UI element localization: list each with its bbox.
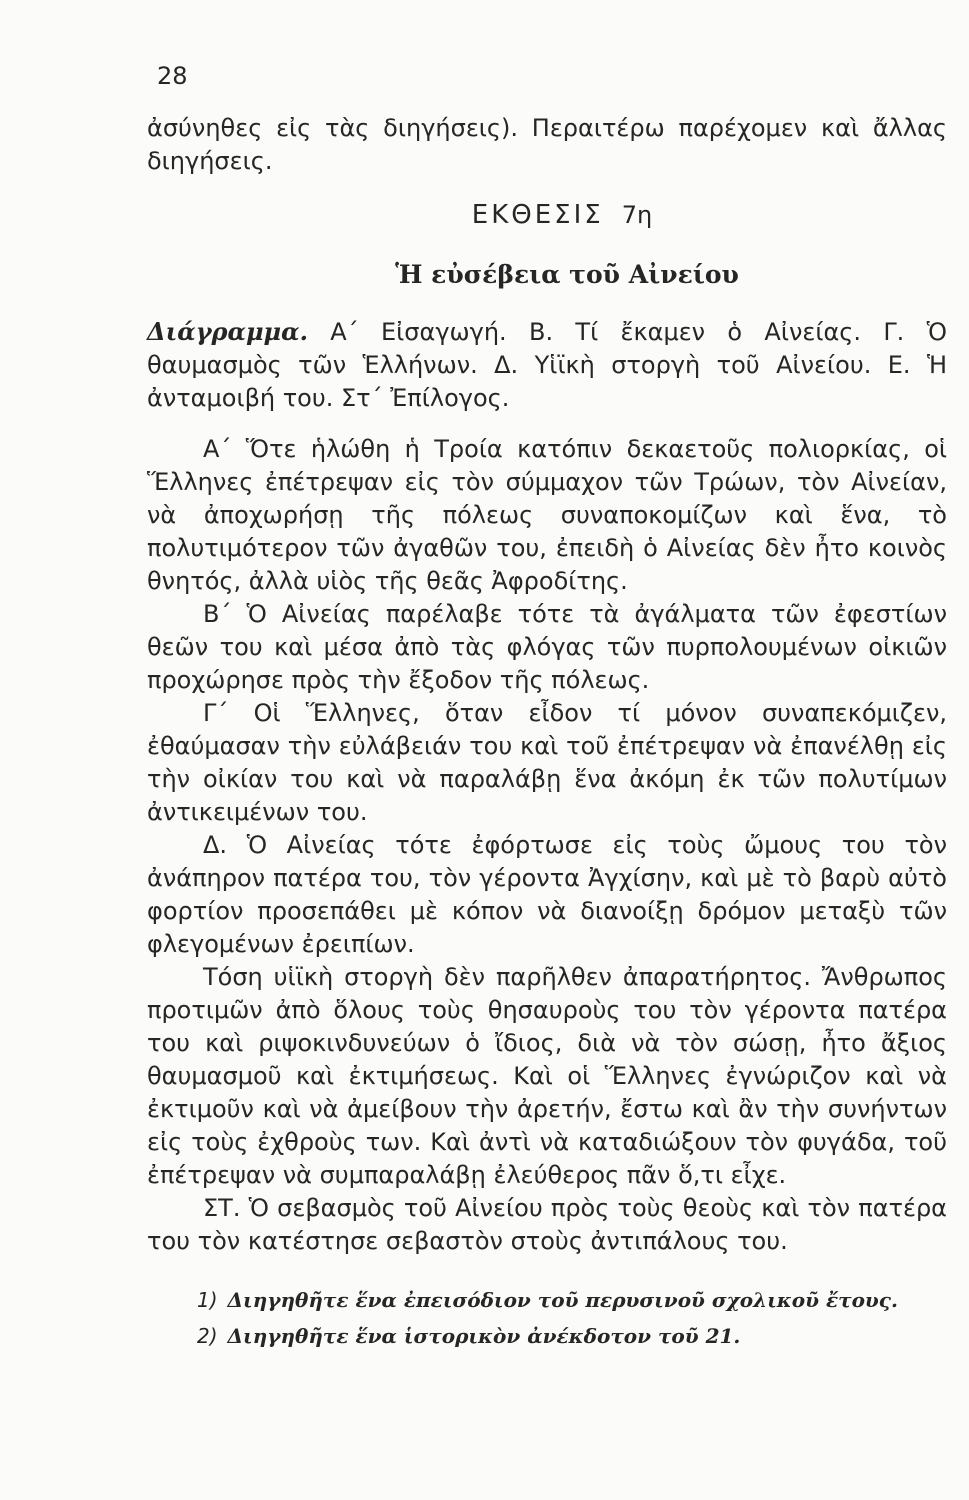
essay-title: Ἡ εὐσέβεια τοῦ Αἰνείου [395,260,739,289]
page-number: 28 [157,62,188,90]
section-c: Γ΄ Οἱ Ἕλληνες, ὅταν εἶδον τί μόνον συναπεκόμιζεν, ἐθαύμασαν τὴν εὐλάβειάν του καὶ τοῦ ἐπέτρεψαν νὰ ἐπανέλθῃ εἰς τὴν οἰκίαν του καὶ νὰ παραλάβῃ ἕνα ἀκόμη ἐκ τῶν πολυτίμων ἀντικειμένων του. [147,699,947,826]
essay-heading [177,200,947,230]
essay-heading-label: ΕΚΘΕΣΙΣ [471,200,604,230]
section-a: Α΄ Ὅτε ἡλώθη ἡ Τροία κατόπιν δεκαετοῦς πολιορκίας, οἱ Ἕλληνες ἐπέτρεψαν εἰς τὸν σύμμαχον τῶν Τρώων, τὸν Αἰνείαν, νὰ ἀποχωρήσῃ τῆς πόλεως συναποκομίζων καὶ ἕνα, τὸ πολυτιμότερον τῶν ἀγαθῶν του, ἐπειδὴ ὁ Αἰνείας δὲν ἦτο κοινὸς θνητός, ἀλλὰ υἱὸς τῆς θεᾶς Ἀφροδίτης. [147,435,947,595]
section-b: Β΄ Ὁ Αἰνείας παρέλαβε τότε τὰ ἀγάλματα τῶν ἐφεστίων θεῶν του καὶ μέσα ἀπὸ τὰς φλόγας τῶν πυρπολουμένων οἰκιῶν προχώρησε πρὸς τὴν ἔξοδον τῆς πόλεως. [147,600,947,694]
assignment-item [197,1318,947,1354]
assignment-text: Διηγηθῆτε ἕνα ἱστορικὸν ἀνέκδοτον τοῦ 21. [227,1324,741,1348]
continuation-paragraph: ἀσύνηθες εἰς τὰς διηγήσεις). Περαιτέρω παρέχομεν καὶ ἄλλας διηγήσεις. [147,114,947,175]
assignment-item [197,1282,947,1318]
essay-number: 7η [621,201,653,229]
section-f: ΣΤ. Ὁ σεβασμὸς τοῦ Αἰνείου πρὸς τοὺς θεοὺς καὶ τὸν πατέρα του τὸν κατέστησε σεβαστὸν στοὺς ἀντιπάλους του. [147,1194,947,1255]
outline-paragraph [147,315,947,415]
assignment-number: 1) [197,1288,218,1312]
outline-label: Διάγραμμα. [147,317,308,346]
outline-text: Α΄ Εἰσαγωγή. Β. Τί ἔκαμεν ὁ Αἰνείας. Γ. Ὁ θαυμασμὸς τῶν Ἑλλήνων. Δ. Υἱϊκὴ στοργὴ τοῦ Αἰνείου. Ε. Ἡ ἀνταμοιβή του. Στ΄ Ἐπίλογος. [147,318,947,412]
section-d: Δ. Ὁ Αἰνείας τότε ἐφόρτωσε εἰς τοὺς ὤμους του τὸν ἀνάπηρον πατέρα του, τὸν γέροντα Ἀγχίσην, καὶ μὲ τὸ βαρὺ αὐτὸ φορτίον προσεπάθει μὲ κόπον νὰ διανοίξῃ δρόμον μεταξὺ τῶν φλεγομένων ἐρειπίων. [147,831,947,958]
section-e: Τόση υἱϊκὴ στοργὴ δὲν παρῆλθεν ἀπαρατήρητος. Ἄνθρωπος προτιμῶν ἀπὸ ὅλους τοὺς θησαυροὺς του τὸν γέροντα πατέρα του καὶ ριψοκινδυνεύων ὁ ἴδιος, διὰ νὰ τὸν σώσῃ, ἦτο ἄξιος θαυμασμοῦ καὶ ἐκτιμήσεως. Καὶ οἱ Ἕλληνες ἐγνώριζον καὶ νὰ ἐκτιμοῦν καὶ νὰ ἀμείβουν τὴν ἀρετήν, ἔστω καὶ ἂν τὴν συνήντων εἰς τοὺς ἐχθροὺς των. Καὶ ἀντὶ νὰ καταδιώξουν τὸν φυγάδα, τοῦ ἐπέτρεψαν νὰ συμπαραλάβῃ ἐλεύθερος πᾶν ὅ,τι εἶχε. [147,963,947,1189]
assignment-text: Διηγηθῆτε ἕνα ἐπεισόδιον τοῦ περυσινοῦ σχολικοῦ ἔτους. [227,1288,898,1312]
assignments-list [147,1282,947,1354]
assignment-number: 2) [197,1324,218,1348]
